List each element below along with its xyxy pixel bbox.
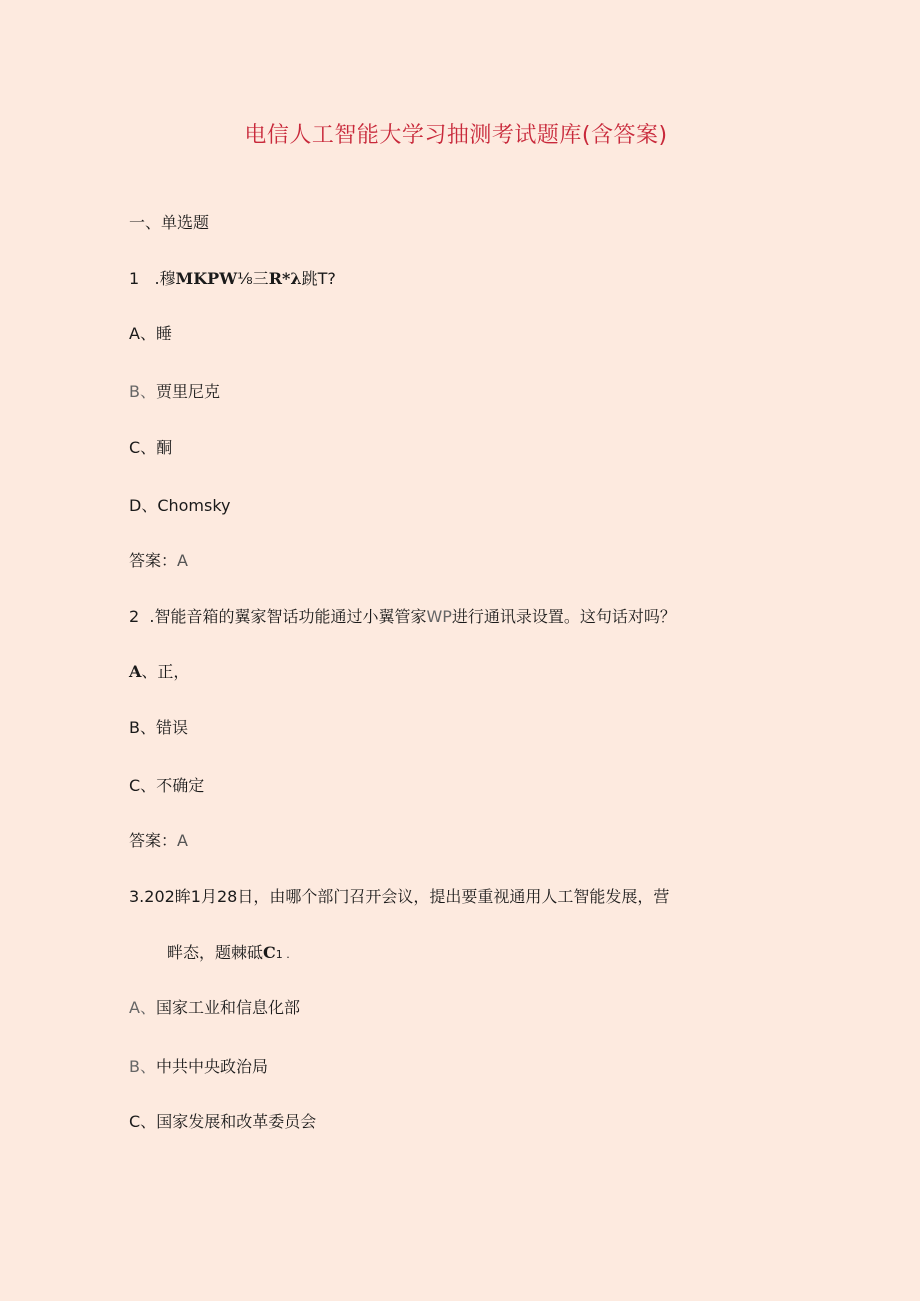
option-prefix: C、 xyxy=(129,1112,157,1131)
option-text: Chomsky xyxy=(157,496,231,515)
option-c xyxy=(129,776,204,796)
option-c xyxy=(129,1112,316,1132)
option-d xyxy=(129,496,231,516)
answer-line xyxy=(129,551,188,571)
question-text: 跳T? xyxy=(301,269,336,288)
document-title: 电信人工智能大学习抽测考试题库(含答案) xyxy=(244,123,668,148)
question-3-continued xyxy=(167,943,290,965)
question-text: 进行通讯录设置。这句话对吗？ xyxy=(451,607,676,626)
answer-value: A xyxy=(177,551,188,570)
option-prefix: C、 xyxy=(129,438,157,457)
answer-line xyxy=(129,831,188,851)
option-b xyxy=(129,382,220,402)
option-prefix: A xyxy=(129,662,142,681)
answer-label: 答案： xyxy=(129,551,178,570)
option-text: 不确定 xyxy=(156,776,205,795)
section-heading: 一、单选题 xyxy=(129,213,210,232)
option-text: 国家工业和信息化部 xyxy=(155,998,300,1017)
question-1 xyxy=(129,269,336,289)
option-prefix: B、 xyxy=(129,718,156,737)
option-prefix: A、 xyxy=(129,324,156,343)
question-text: WP xyxy=(426,607,452,626)
answer-value: A xyxy=(177,831,188,850)
option-a xyxy=(129,662,189,682)
option-text: 中共中央政治局 xyxy=(155,1057,268,1076)
question-text: 畔态，题棘砥 xyxy=(167,943,264,962)
question-3: 3.202眸1月28日，由哪个部门召开会议，提出要重视通用人工智能发展，营 xyxy=(129,887,670,906)
question-2 xyxy=(129,607,676,627)
option-b xyxy=(129,1057,268,1077)
option-prefix: D、 xyxy=(129,496,158,515)
question-text: MKPW xyxy=(175,269,238,288)
option-text: 国家发展和改革委员会 xyxy=(156,1112,317,1131)
option-text: 睡 xyxy=(155,324,172,343)
question-text: R*λ xyxy=(268,269,302,288)
option-b xyxy=(129,718,188,738)
question-text: 1 . xyxy=(275,948,290,961)
question-text: .穆 xyxy=(154,269,176,288)
option-text: 贾里尼克 xyxy=(155,382,220,401)
option-prefix: A、 xyxy=(129,998,156,1017)
question-text: .智能音箱的翼家智话功能通过小翼管家 xyxy=(149,607,427,626)
option-a xyxy=(129,324,172,344)
option-text: 错误 xyxy=(155,718,188,737)
question-number: 1 xyxy=(129,269,140,288)
option-prefix: B、 xyxy=(129,1057,156,1076)
option-c xyxy=(129,438,172,458)
question-text: ⅛三 xyxy=(237,269,269,288)
option-prefix: B、 xyxy=(129,382,156,401)
option-text: 酮 xyxy=(156,438,173,457)
question-text: C xyxy=(263,943,276,962)
question-number: 2 xyxy=(129,607,140,626)
answer-label: 答案： xyxy=(129,831,178,850)
option-prefix: C、 xyxy=(129,776,157,795)
option-text: 、正， xyxy=(141,662,190,681)
option-a xyxy=(129,998,300,1018)
